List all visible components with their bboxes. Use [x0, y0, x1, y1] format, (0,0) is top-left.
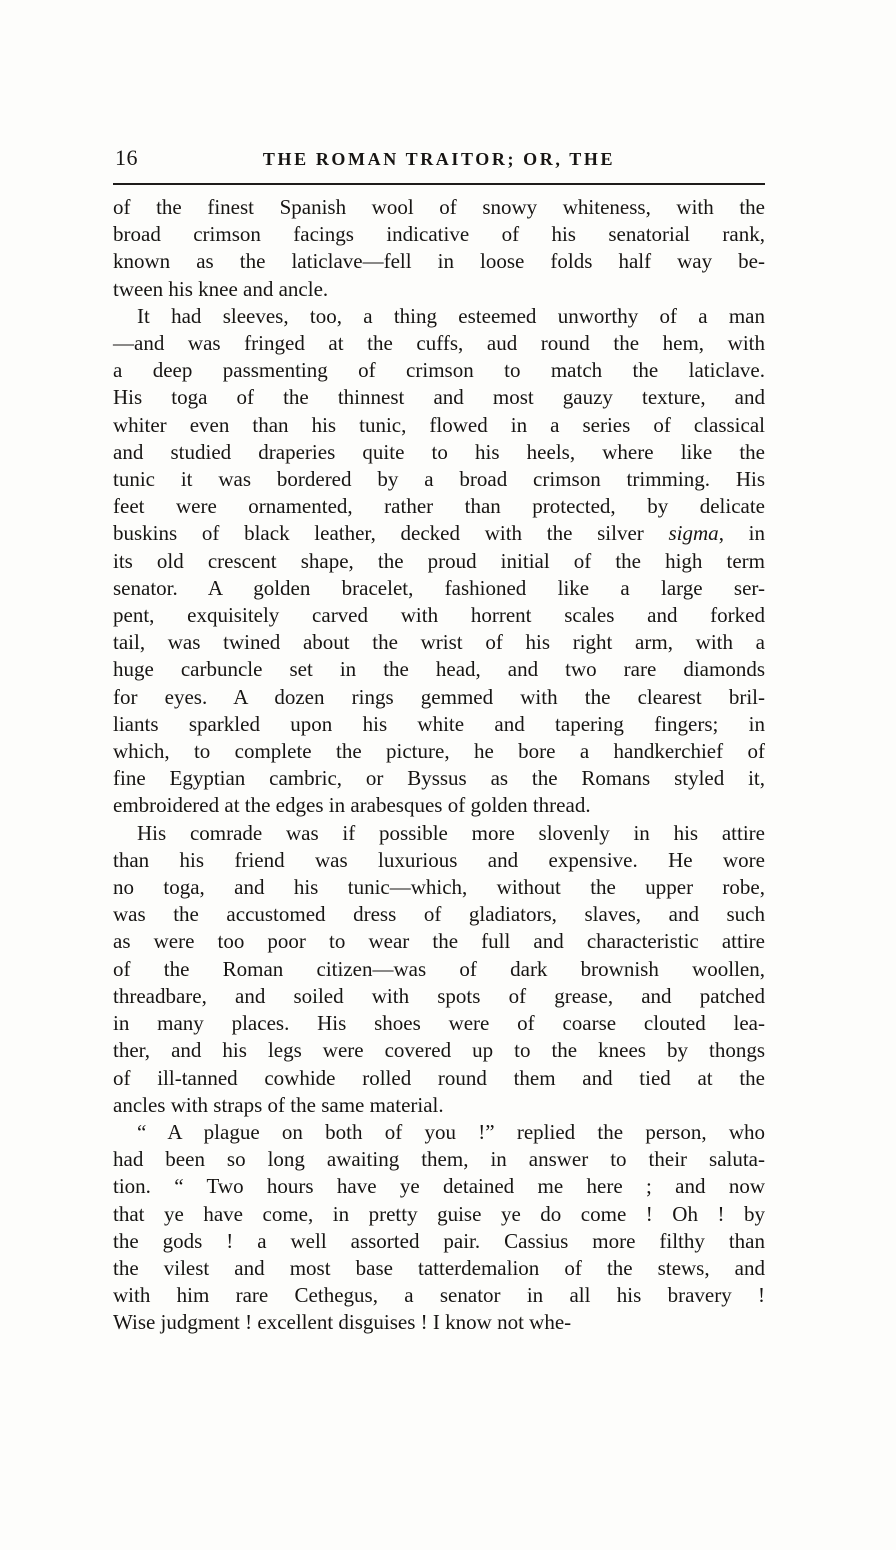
text-line: had been so long awaiting them, in answer to their saluta-	[113, 1147, 765, 1172]
text-line: His toga of the thinnest and most gauzy texture, and	[113, 385, 765, 410]
text-line: with him rare Cethegus, a senator in all his bravery !	[113, 1283, 765, 1308]
text-line: tion. “ Two hours have ye detained me here ; and now	[113, 1174, 765, 1199]
text-line: known as the laticlave—fell in loose folds half way be-	[113, 249, 765, 274]
text-line: of ill-tanned cowhide rolled round them and tied at the	[113, 1065, 765, 1090]
text-line: huge carbuncle set in the head, and two rare diamonds	[113, 657, 765, 682]
text-line: ther, and his legs were covered up to the knees by thongs	[113, 1038, 765, 1063]
text-line: was the accustomed dress of gladiators, slaves, and such	[113, 902, 765, 927]
text-line: feet were ornamented, rather than protected, by delicate	[113, 494, 765, 519]
text-line: pent, exquisitely carved with horrent scales and forked	[113, 603, 765, 628]
text-line: tunic it was bordered by a broad crimson trimming. His	[113, 467, 765, 492]
text-line: no toga, and his tunic—which, without the upper robe,	[113, 875, 765, 900]
header-rule	[113, 183, 765, 185]
text-line: as were too poor to wear the full and characteristic attire	[113, 929, 765, 954]
text-line: —and was fringed at the cuffs, aud round the hem, with	[113, 331, 765, 356]
text-line: which, to complete the picture, he bore a handkerchief of	[113, 739, 765, 764]
text-line: that ye have come, in pretty guise ye do come ! Oh ! by	[113, 1201, 765, 1226]
text-line: and studied draperies quite to his heels, where like the	[113, 439, 765, 464]
text-line: embroidered at the edges in arabesques of golden thread.	[113, 793, 591, 818]
page-number: 16	[115, 145, 138, 170]
running-head: THE ROMAN TRAITOR; OR, THE	[262, 149, 616, 169]
text-line: the gods ! a well assorted pair. Cassius more filthy than	[113, 1228, 765, 1253]
text-line: fine Egyptian cambric, or Byssus as the Romans styled it,	[113, 766, 765, 791]
text-line: the vilest and most base tatterdemalion of the stews, and	[113, 1255, 765, 1280]
page-header	[113, 144, 765, 176]
paragraph	[113, 194, 765, 303]
text-line: its old crescent shape, the proud initial of the high term	[113, 548, 765, 573]
text-line: liants sparkled upon his white and tapering fingers; in	[113, 711, 765, 736]
paragraph	[113, 820, 765, 1119]
text-line: for eyes. A dozen rings gemmed with the clearest bril-	[113, 684, 765, 709]
text-line: tail, was twined about the wrist of his right arm, with a	[113, 630, 765, 655]
text-line: of the Roman citizen—was of dark brownish woollen,	[113, 956, 765, 981]
text-line: whiter even than his tunic, flowed in a series of classical	[113, 412, 765, 437]
text-line: “ A plague on both of you !” replied the person, who	[137, 1119, 765, 1144]
text-line: than his friend was luxurious and expensive. He wore	[113, 847, 765, 872]
text-line: buskins of black leather, decked with the silver sigma, in	[113, 521, 765, 546]
text-line: Wise judgment ! excellent disguises ! I know not whe-	[113, 1310, 572, 1335]
text-line: a deep passmenting of crimson to match the laticlave.	[113, 358, 765, 383]
paragraph	[113, 303, 765, 820]
text-line: of the finest Spanish wool of snowy whiteness, with the	[113, 195, 765, 219]
text-line: tween his knee and ancle.	[113, 276, 329, 301]
text-line: senator. A golden bracelet, fashioned like a large ser-	[113, 575, 765, 600]
text-line: broad crimson facings indicative of his senatorial rank,	[113, 222, 765, 247]
text-line: ancles with straps of the same material.	[113, 1092, 444, 1117]
text-line: It had sleeves, too, a thing esteemed unworthy of a man	[137, 303, 765, 328]
text-line: in many places. His shoes were of coarse clouted lea-	[113, 1011, 765, 1036]
paragraph	[113, 1119, 765, 1337]
text-line: threadbare, and soiled with spots of grease, and patched	[113, 983, 765, 1008]
page-body	[113, 194, 765, 1337]
text-block	[113, 144, 765, 1337]
text-line: His comrade was if possible more slovenly in his attire	[137, 820, 765, 845]
